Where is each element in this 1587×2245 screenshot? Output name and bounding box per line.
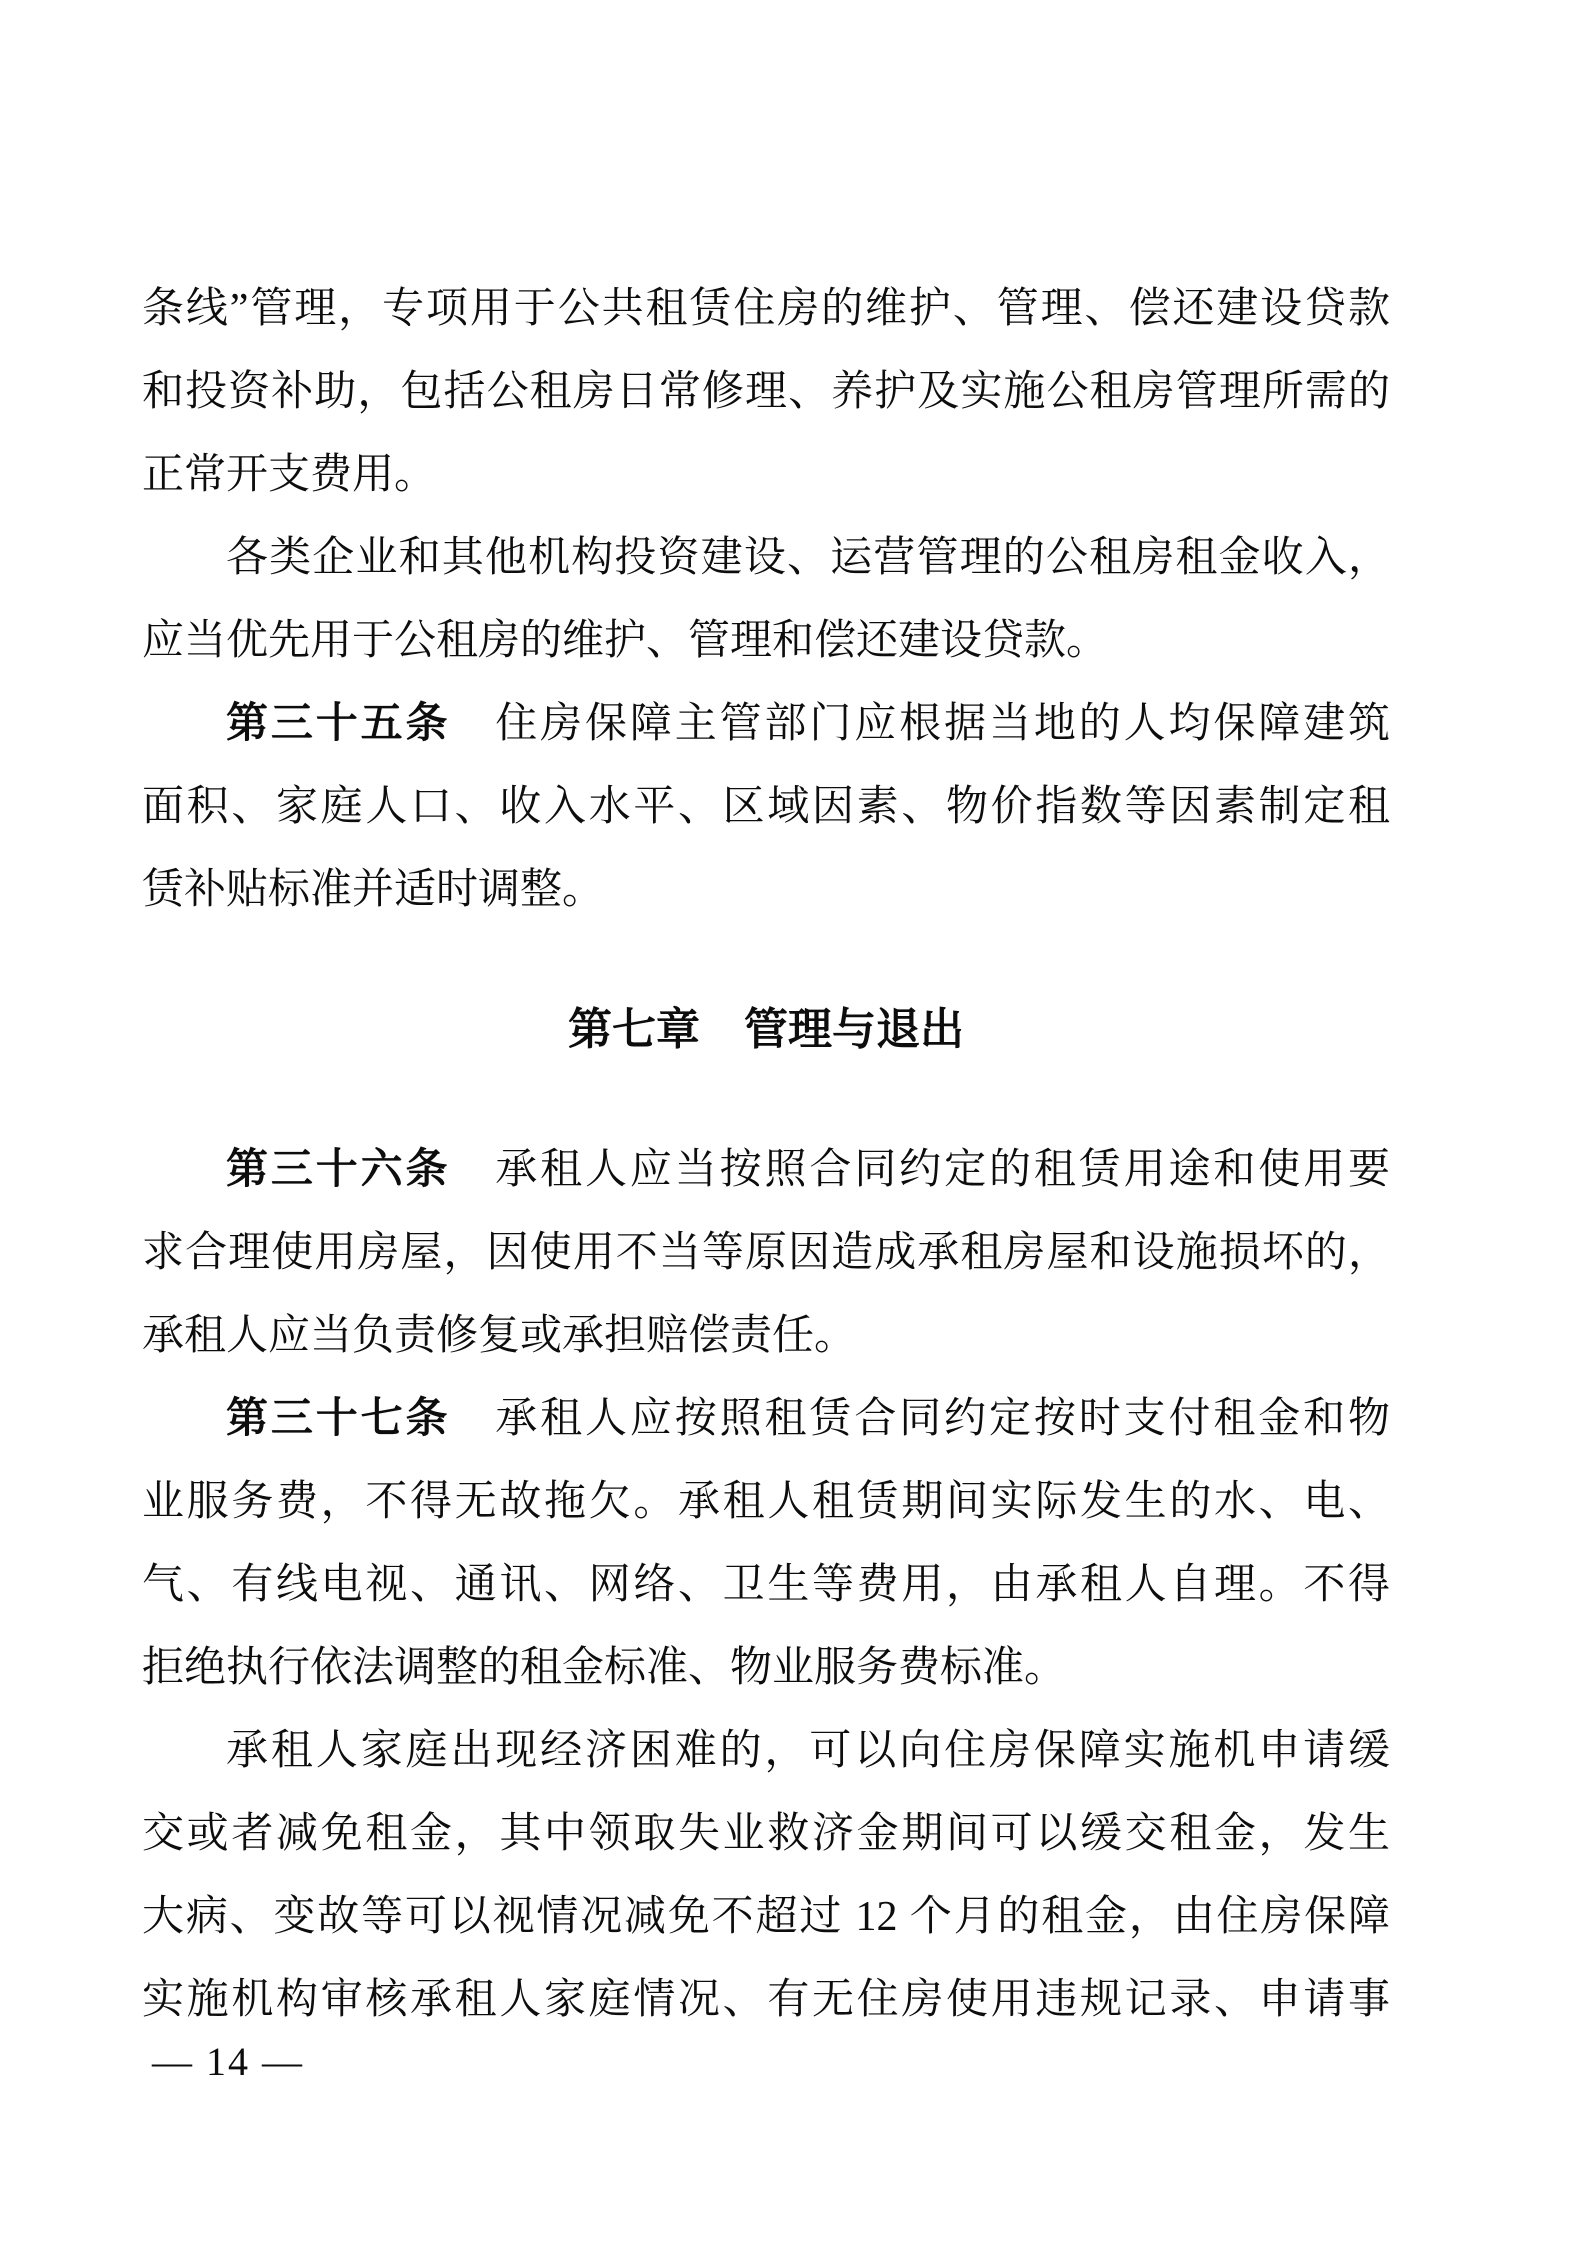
body-line: [142, 1378, 1390, 1461]
body-line: 承租人家庭出现经济困难的，可以向住房保障实施机申请缓: [226, 1728, 1390, 1774]
text-column: [142, 268, 1390, 2042]
article-lead: 第三十六条: [226, 1147, 451, 1193]
body-line: 赁补贴标准并适时调整。: [142, 867, 605, 913]
body-line: 气、有线电视、通讯、网络、卫生等费用，由承租人自理。不得: [142, 1562, 1390, 1608]
article-lead: 第三十七条: [226, 1396, 451, 1442]
body-line: [142, 683, 1390, 766]
body-line: 交或者减免租金，其中领取失业救济金期间可以缓交租金，发生: [142, 1811, 1390, 1857]
body-line: 面积、家庭人口、收入水平、区域因素、物价指数等因素制定租: [142, 784, 1390, 830]
page-number: — 14 —: [152, 2039, 304, 2084]
body-line: 承租人应当负责修复或承担赔偿责任。: [142, 1313, 857, 1359]
body-line: 业服务费，不得无故拖欠。承租人租赁期间实际发生的水、电、: [142, 1479, 1390, 1525]
article-text: 住房保障主管部门应根据当地的人均保障建筑: [450, 701, 1390, 747]
body-line: 求合理使用房屋，因使用不当等原因造成承租房屋和设施损坏的，: [142, 1230, 1390, 1276]
article-text: 承租人应按照租赁合同约定按时支付租金和物: [450, 1396, 1390, 1442]
body-line: 实施机构审核承租人家庭情况、有无住房使用违规记录、申请事: [142, 1977, 1390, 2023]
article-lead: 第三十五条: [226, 701, 451, 747]
body-line: 和投资补助，包括公租房日常修理、养护及实施公租房管理所需的: [142, 369, 1390, 415]
body-line: [142, 1129, 1390, 1212]
body-line: 应当优先用于公租房的维护、管理和偿还建设贷款。: [142, 618, 1109, 664]
article-text: 承租人应当按照合同约定的租赁用途和使用要: [450, 1147, 1390, 1193]
body-line: 正常开支费用。: [142, 452, 437, 498]
body-line: 条线”管理，专项用于公共租赁住房的维护、管理、偿还建设贷款: [142, 286, 1390, 332]
body-line: 大病、变故等可以视情况减免不超过 12 个月的租金，由住房保障: [142, 1894, 1390, 1940]
body-line: 各类企业和其他机构投资建设、运营管理的公租房租金收入，: [226, 535, 1390, 581]
chapter-heading: 第七章 管理与退出: [568, 1005, 964, 1054]
body-line: 拒绝执行依法调整的租金标准、物业服务费标准。: [142, 1645, 1067, 1691]
